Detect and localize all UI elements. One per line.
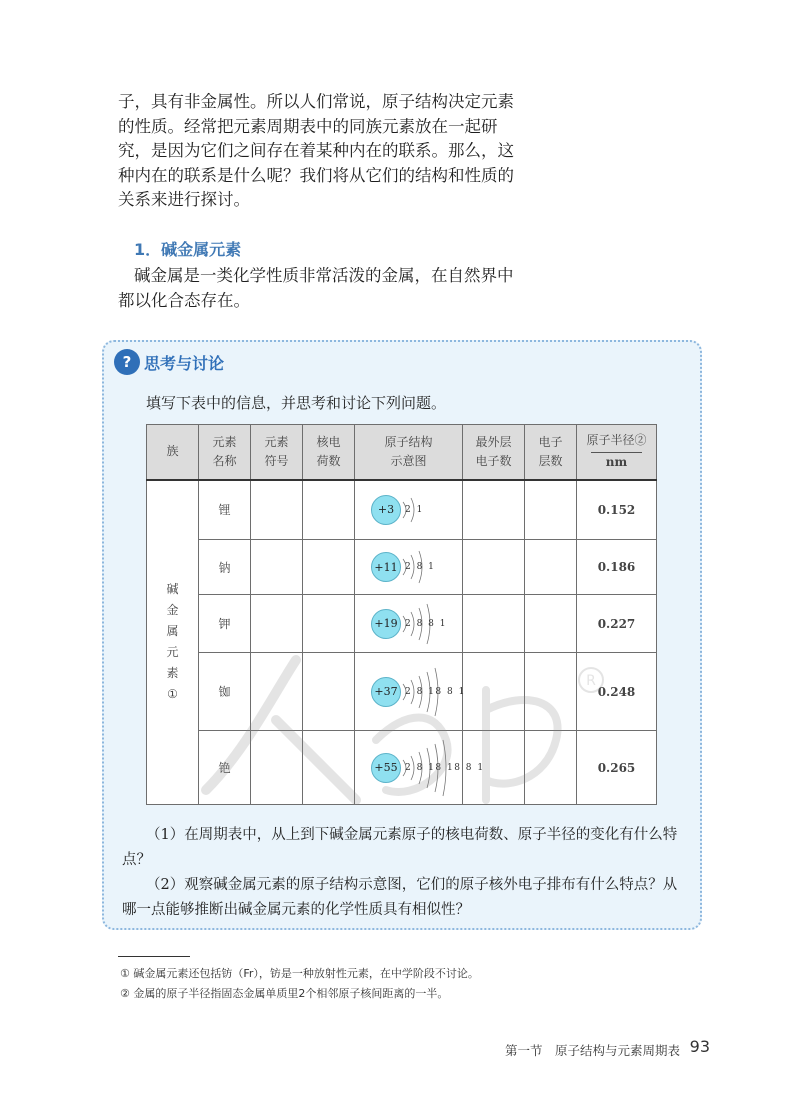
atom-diagram (355, 595, 463, 653)
header-symbol: 元素 符号 (251, 425, 303, 480)
header-shells: 电子 层数 (525, 425, 577, 480)
table-row (147, 653, 657, 731)
table-row (147, 595, 657, 653)
element-name: 锂 (199, 480, 251, 540)
header-outer-electrons: 最外层 电子数 (463, 425, 525, 480)
discussion-badge-icon: ? (114, 349, 140, 375)
atom-diagram (355, 480, 463, 540)
footnote-divider (118, 956, 190, 957)
atomic-radius: 0.227 (577, 595, 657, 653)
svg-text:R: R (586, 673, 596, 689)
intro-paragraph: 子，具有非金属性。所以人们常说，原子结构决定元素的性质。经常把元素周期表中的同族元素放在一起研究，是因为它们之间存在着某种内在的联系。那么，这种内在的联系是什么呢？我们将从它们的结构和性质的关系来进行探讨。 (118, 92, 514, 209)
atom-diagram (355, 731, 485, 805)
nucleus-icon: +55 (371, 753, 401, 783)
alkali-metal-table (146, 424, 657, 805)
element-symbol-cell[interactable] (251, 595, 303, 653)
nuclear-charge-cell[interactable] (303, 731, 355, 805)
footnote-2: ② 金属的原子半径指固态金属单质里2个相邻原子核间距离的一半。 (120, 987, 449, 1000)
page-number: 93 (689, 1037, 710, 1056)
shell-config: 2 8 1 (405, 562, 436, 572)
discussion-box-title: 思考与讨论 (144, 354, 225, 373)
element-symbol-cell[interactable] (251, 731, 303, 805)
table-row (147, 540, 657, 595)
atom-diagram (355, 540, 463, 595)
footer-section-title: 第一节 原子结构与元素周期表 (504, 1043, 680, 1058)
table-header-row (147, 425, 657, 480)
nucleus-icon: +37 (371, 677, 401, 707)
header-group: 族 (147, 425, 199, 480)
element-symbol-cell[interactable] (251, 653, 303, 731)
nuclear-charge-cell[interactable] (303, 653, 355, 731)
shell-config: 2 8 18 18 8 1 (405, 762, 485, 773)
atomic-radius: 0.248 (577, 653, 657, 731)
element-name: 钾 (199, 595, 251, 653)
atomic-radius: 0.152 (577, 480, 657, 540)
element-name: 钠 (199, 540, 251, 595)
shell-config: 2 8 18 8 1 (405, 686, 466, 697)
nuclear-charge-cell[interactable] (303, 595, 355, 653)
outer-electrons-cell[interactable] (463, 595, 525, 653)
outer-electrons-cell[interactable] (463, 480, 525, 540)
header-structure: 原子结构 示意图 (355, 425, 463, 480)
nuclear-charge-cell[interactable] (303, 480, 355, 540)
header-nuclear-charge: 核电 荷数 (303, 425, 355, 480)
table-row (147, 480, 657, 540)
footnote-1: ① 碱金属元素还包括钫（Fr），钫是一种放射性元素，在中学阶段不讨论。 (120, 967, 479, 980)
shell-count-cell[interactable] (525, 540, 577, 595)
discussion-box (102, 340, 702, 930)
header-radius: 原子半径② nm (577, 425, 657, 480)
element-name: 铷 (199, 653, 251, 731)
question-2: （2）观察碱金属元素的原子结构示意图，它们的原子核外电子排布有什么特点？从哪一点能够推断出碱金属元素的化学性质具有相似性？ (122, 877, 678, 918)
shell-config: 2 1 (405, 504, 424, 515)
question-1: （1）在周期表中，从上到下碱金属元素原子的核电荷数、原子半径的变化有什么特点？ (122, 827, 678, 868)
nucleus-icon: +19 (371, 609, 401, 639)
nucleus-icon: +3 (371, 495, 401, 525)
nuclear-charge-cell[interactable] (303, 540, 355, 595)
outer-electrons-cell[interactable] (463, 540, 525, 595)
discussion-instruction: 填写下表中的信息，并思考和讨论下列问题。 (146, 394, 447, 412)
shell-count-cell[interactable] (525, 653, 577, 731)
shell-count-cell[interactable] (525, 731, 577, 805)
atomic-radius: 0.186 (577, 540, 657, 595)
shell-count-cell[interactable] (525, 595, 577, 653)
outer-electrons-cell[interactable] (463, 653, 525, 731)
group-label-cell: 碱 金 属 元 素 ① (147, 480, 199, 805)
element-symbol-cell[interactable] (251, 480, 303, 540)
atom-diagram (355, 653, 466, 731)
element-symbol-cell[interactable] (251, 540, 303, 595)
table-row (147, 731, 657, 805)
nucleus-icon: +11 (371, 552, 401, 582)
shell-count-cell[interactable] (525, 480, 577, 540)
electron-shell-arcs (395, 483, 455, 537)
section-paragraph: 碱金属是一类化学性质非常活泼的金属，在自然界中都以化合态存在。 (118, 266, 514, 310)
header-name: 元素 名称 (199, 425, 251, 480)
atomic-radius: 0.265 (577, 731, 657, 805)
shell-config: 2 8 8 1 (405, 618, 447, 629)
element-name: 铯 (199, 731, 251, 805)
section-heading: 1．碱金属元素 (134, 240, 242, 259)
